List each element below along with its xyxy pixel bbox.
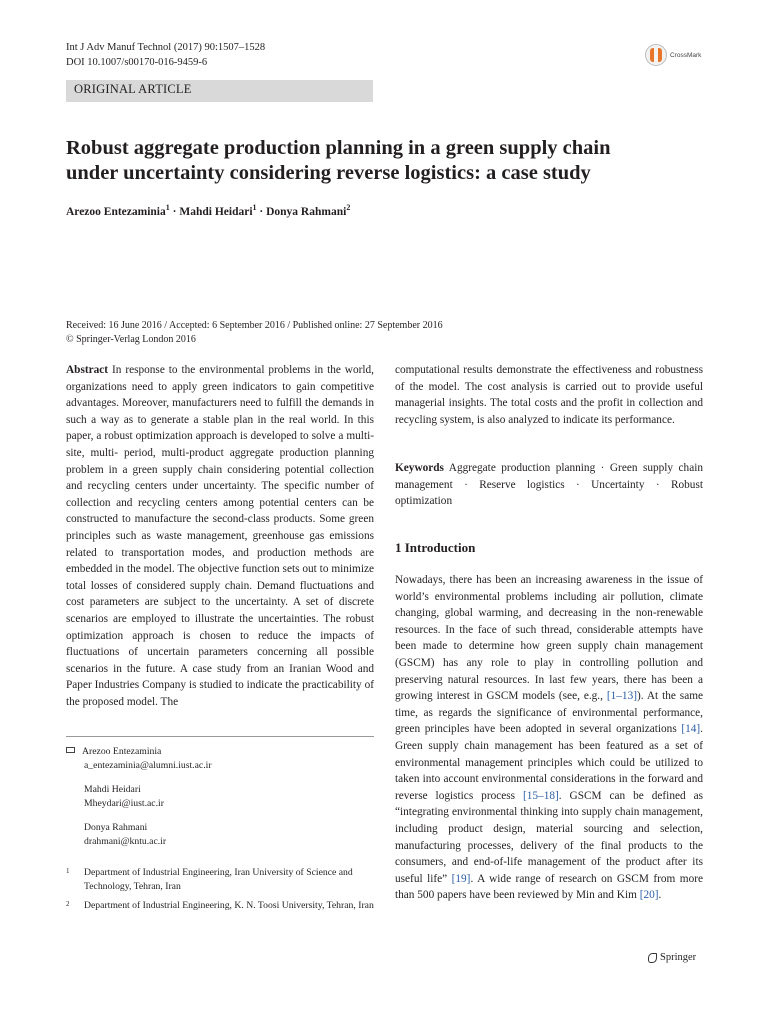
affiliation-2 xyxy=(66,899,376,913)
affiliation-text: Department of Industrial Engineering, K. N. Toosi University, Tehran, Iran xyxy=(84,900,374,911)
intro-text: . Green supply chain management has been featured as a set of environmental management principles which could be utilized to taken into account environmental considerations in the forward and reverse logistics process xyxy=(395,723,703,802)
contact-name: Donya Rahmani xyxy=(84,822,148,833)
envelope-icon xyxy=(66,747,75,753)
footnote-divider xyxy=(66,736,374,737)
title-line-2: under uncertainty considering reverse logistics: a case study xyxy=(66,162,591,184)
author-name[interactable]: Arezoo Entezaminia xyxy=(66,205,166,218)
affiliation-1 xyxy=(66,866,376,894)
affiliation-text: Department of Industrial Engineering, Iran University of Science and Technology, Tehran, Iran xyxy=(84,867,353,892)
intro-text: ). At the same time, as regards the significance of environmental performance, green principles have been adopted in several organizations xyxy=(395,690,704,736)
contact-email[interactable]: Mheydari@iust.ac.ir xyxy=(84,798,164,809)
author-affiliation-sup: 2 xyxy=(346,203,351,212)
citation-link[interactable]: [1–13] xyxy=(606,690,637,703)
contact-name: Mahdi Heidari xyxy=(84,784,141,795)
publication-history xyxy=(66,319,443,347)
publisher-name: Springer xyxy=(660,952,697,963)
journal-volume-line: Int J Adv Manuf Technol (2017) 90:1507–1528 xyxy=(66,42,266,53)
contact-name-text: Arezoo Entezaminia xyxy=(82,746,162,757)
citation-link[interactable]: [20] xyxy=(639,889,659,902)
section-heading-introduction: 1 Introduction xyxy=(395,540,476,555)
dates-line: Received: 16 June 2016 / Accepted: 6 September 2016 / Published online: 27 September 2016 xyxy=(66,320,443,331)
intro-text: . A wide range of research on GSCM from more than 500 papers have been reviewed by Min and Kim xyxy=(395,872,703,902)
author-name[interactable]: Donya Rahmani xyxy=(266,205,347,218)
affiliation-number: 2 xyxy=(66,900,70,908)
introduction-paragraph xyxy=(395,572,703,904)
springer-horse-icon xyxy=(648,953,657,963)
keywords-text: Aggregate production planning · Green supply chain management · Reserve logistics · Uncertainty · Robust optimization xyxy=(395,462,703,508)
abstract-part-2: computational results demonstrate the effectiveness and robustness of the model. The cost analysis is carried out to provide useful managerial insights. The total costs and the profit in collection and recycling system, is also analyzed to indicate its performance. xyxy=(395,364,703,426)
abstract-part-1 xyxy=(66,362,374,710)
corresponding-contacts xyxy=(66,745,212,849)
contact-email[interactable]: drahmani@kntu.ac.ir xyxy=(84,836,167,847)
keywords-label: Keywords xyxy=(395,462,444,474)
journal-citation xyxy=(66,40,265,70)
doi-line[interactable]: DOI 10.1007/s00170-016-9459-6 xyxy=(66,57,208,68)
copyright-line: © Springer-Verlag London 2016 xyxy=(66,334,196,345)
publisher-logo xyxy=(648,952,696,963)
paper-title xyxy=(66,136,706,186)
intro-text: . GSCM can be defined as “integrating environmental thinking into supply chain management, including product design, material sourcing and selection, manufacturing processes, delivery of the final products to the consumers, and end-of-life management of the product after its useful life” xyxy=(395,789,703,885)
crossmark-badge[interactable] xyxy=(645,44,701,66)
title-line-1: Robust aggregate production planning in a green supply chain xyxy=(66,137,611,159)
crossmark-label: CrossMark xyxy=(670,51,702,59)
author-affiliation-sup: 1 xyxy=(165,203,170,212)
citation-link[interactable]: [15–18] xyxy=(523,789,559,802)
author-affiliation-sup: 1 xyxy=(252,203,257,212)
author-separator: · xyxy=(169,205,180,218)
author-list xyxy=(66,203,350,218)
intro-text: . xyxy=(658,889,662,902)
contact-name xyxy=(66,745,212,759)
affiliation-number: 1 xyxy=(66,867,70,875)
crossmark-icon xyxy=(645,44,667,66)
contact-email[interactable]: a_entezaminia@alumni.iust.ac.ir xyxy=(84,760,212,771)
author-name[interactable]: Mahdi Heidari xyxy=(179,205,253,218)
author-separator: · xyxy=(256,205,267,218)
abstract-label: Abstract xyxy=(66,364,109,376)
keywords xyxy=(395,460,703,510)
citation-link[interactable]: [19] xyxy=(451,872,471,885)
article-type-banner: ORIGINAL ARTICLE xyxy=(66,80,373,102)
intro-text: Nowadays, there has been an increasing awareness in the issue of world’s environmental problems including air pollution, climate changing, global warming, and decreasing in the non-renewable resources. In the face of such thread, considerable attempts have been made to determine how green supply chain management (GSCM) has any role to play in controlling pollution and preserving natural resources. In last few years, there has been a growing interest in GSCM models (see, e.g., xyxy=(395,574,703,703)
abstract-text-1: In response to the environmental problems in the world, organizations need to apply green indicators to gain competitive advantages. Moreover, manufacturers need to fulfill the demands in such a way as to generate a stable plan in the real world. In this paper, a robust optimization approach is developed to solve a multi-site, multi- period, multi-product aggregate production planning problem in a green supply chain considering potential collection and recycling centers under uncertainty. The specific number of collection and recycling centers among potential centers can be constructed to manufacture the second-class products. Some green principles such as waste management, greenhouse gas emissions related to transportation modes, and production methods are embedded in the model. The objective function sets out to minimize total losses of considered supply chain. Demand fluctuations and cost parameters are subject to the uncertainty. A set of discrete scenarios are employed to illustrate the uncertainties. The robust optimization approach is chosen to reduce the impacts of fluctuations of uncertain parameters concerning all possible scenarios in the future. A case study from an Iranian Wood and Paper Industries Company is studied to indicate the practicability of the proposed model. The xyxy=(66,364,374,708)
citation-link[interactable]: [14] xyxy=(681,723,701,736)
